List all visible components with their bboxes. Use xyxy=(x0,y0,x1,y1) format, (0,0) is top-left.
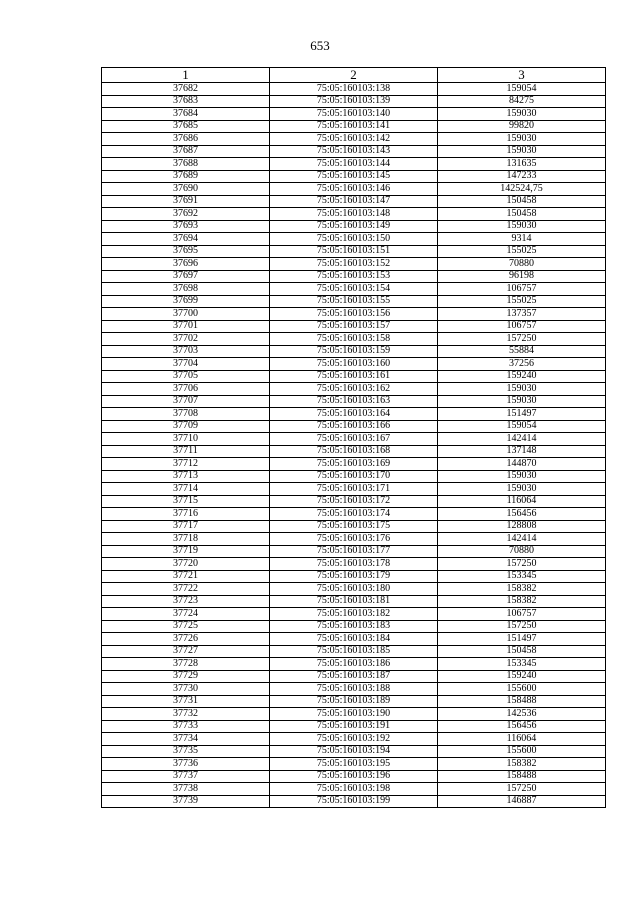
table-row xyxy=(102,370,606,383)
table-row xyxy=(102,333,606,346)
table-row xyxy=(102,358,606,371)
row-number-cell: 37715 xyxy=(102,495,270,508)
row-number-cell: 37717 xyxy=(102,520,270,533)
table-row xyxy=(102,433,606,446)
cadastral-number-cell: 75:05:160103:141 xyxy=(270,120,438,133)
cadastral-number-cell: 75:05:160103:179 xyxy=(270,570,438,583)
cadastral-number-cell: 75:05:160103:144 xyxy=(270,158,438,171)
table-row xyxy=(102,233,606,246)
table-row xyxy=(102,270,606,283)
cadastral-number-cell: 75:05:160103:172 xyxy=(270,495,438,508)
row-number-cell: 37737 xyxy=(102,770,270,783)
table-row xyxy=(102,308,606,321)
row-number-cell: 37732 xyxy=(102,708,270,721)
value-cell: 159054 xyxy=(438,420,606,433)
cadastral-number-cell: 75:05:160103:163 xyxy=(270,395,438,408)
cadastral-number-cell: 75:05:160103:159 xyxy=(270,345,438,358)
row-number-cell: 37733 xyxy=(102,720,270,733)
value-cell: 153345 xyxy=(438,570,606,583)
cadastral-number-cell: 75:05:160103:138 xyxy=(270,83,438,96)
table-row xyxy=(102,645,606,658)
cadastral-number-cell: 75:05:160103:164 xyxy=(270,408,438,421)
table-row xyxy=(102,108,606,121)
row-number-cell: 37694 xyxy=(102,233,270,246)
row-number-cell: 37713 xyxy=(102,470,270,483)
value-cell: 159054 xyxy=(438,83,606,96)
row-number-cell: 37735 xyxy=(102,745,270,758)
cadastral-number-cell: 75:05:160103:171 xyxy=(270,483,438,496)
cadastral-number-cell: 75:05:160103:174 xyxy=(270,508,438,521)
table-row xyxy=(102,620,606,633)
value-cell: 158382 xyxy=(438,758,606,771)
value-cell: 55884 xyxy=(438,345,606,358)
value-cell: 151497 xyxy=(438,408,606,421)
cadastral-number-cell: 75:05:160103:150 xyxy=(270,233,438,246)
cadastral-number-cell: 75:05:160103:191 xyxy=(270,720,438,733)
value-cell: 116064 xyxy=(438,495,606,508)
value-cell: 156456 xyxy=(438,720,606,733)
value-cell: 159030 xyxy=(438,470,606,483)
row-number-cell: 37688 xyxy=(102,158,270,171)
value-cell: 159240 xyxy=(438,370,606,383)
value-cell: 151497 xyxy=(438,633,606,646)
cadastral-number-cell: 75:05:160103:151 xyxy=(270,245,438,258)
table-row xyxy=(102,158,606,171)
column-header-2: 2 xyxy=(270,68,438,83)
row-number-cell: 37698 xyxy=(102,283,270,296)
cadastral-number-cell: 75:05:160103:169 xyxy=(270,458,438,471)
table-row xyxy=(102,395,606,408)
row-number-cell: 37723 xyxy=(102,595,270,608)
table-row xyxy=(102,758,606,771)
row-number-cell: 37738 xyxy=(102,783,270,796)
row-number-cell: 37685 xyxy=(102,120,270,133)
table-row xyxy=(102,783,606,796)
row-number-cell: 37700 xyxy=(102,308,270,321)
value-cell: 155025 xyxy=(438,245,606,258)
row-number-cell: 37709 xyxy=(102,420,270,433)
value-cell: 157250 xyxy=(438,333,606,346)
table-row xyxy=(102,770,606,783)
value-cell: 159030 xyxy=(438,108,606,121)
row-number-cell: 37696 xyxy=(102,258,270,271)
value-cell: 159030 xyxy=(438,220,606,233)
value-cell: 131635 xyxy=(438,158,606,171)
value-cell: 99820 xyxy=(438,120,606,133)
value-cell: 158488 xyxy=(438,695,606,708)
table-row xyxy=(102,670,606,683)
table-row xyxy=(102,695,606,708)
cadastral-number-cell: 75:05:160103:158 xyxy=(270,333,438,346)
value-cell: 106757 xyxy=(438,608,606,621)
cadastral-number-cell: 75:05:160103:178 xyxy=(270,558,438,571)
cadastral-number-cell: 75:05:160103:154 xyxy=(270,283,438,296)
table-row xyxy=(102,595,606,608)
row-number-cell: 37739 xyxy=(102,795,270,808)
cadastral-number-cell: 75:05:160103:182 xyxy=(270,608,438,621)
row-number-cell: 37726 xyxy=(102,633,270,646)
cadastral-number-cell: 75:05:160103:199 xyxy=(270,795,438,808)
cadastral-number-cell: 75:05:160103:167 xyxy=(270,433,438,446)
row-number-cell: 37705 xyxy=(102,370,270,383)
cadastral-number-cell: 75:05:160103:168 xyxy=(270,445,438,458)
table-row xyxy=(102,208,606,221)
table-row xyxy=(102,545,606,558)
row-number-cell: 37697 xyxy=(102,270,270,283)
row-number-cell: 37704 xyxy=(102,358,270,371)
cadastral-number-cell: 75:05:160103:160 xyxy=(270,358,438,371)
table-row xyxy=(102,558,606,571)
table-row xyxy=(102,345,606,358)
row-number-cell: 37730 xyxy=(102,683,270,696)
value-cell: 106757 xyxy=(438,283,606,296)
value-cell: 159030 xyxy=(438,395,606,408)
row-number-cell: 37731 xyxy=(102,695,270,708)
row-number-cell: 37684 xyxy=(102,108,270,121)
table-row xyxy=(102,520,606,533)
row-number-cell: 37708 xyxy=(102,408,270,421)
value-cell: 116064 xyxy=(438,733,606,746)
row-number-cell: 37711 xyxy=(102,445,270,458)
cadastral-number-cell: 75:05:160103:196 xyxy=(270,770,438,783)
table-row xyxy=(102,745,606,758)
row-number-cell: 37689 xyxy=(102,170,270,183)
cadastral-number-cell: 75:05:160103:143 xyxy=(270,145,438,158)
cadastral-number-cell: 75:05:160103:198 xyxy=(270,783,438,796)
table-row xyxy=(102,95,606,108)
row-number-cell: 37702 xyxy=(102,333,270,346)
value-cell: 146887 xyxy=(438,795,606,808)
cadastral-number-cell: 75:05:160103:180 xyxy=(270,583,438,596)
cadastral-number-cell: 75:05:160103:177 xyxy=(270,545,438,558)
cadastral-number-cell: 75:05:160103:184 xyxy=(270,633,438,646)
row-number-cell: 37729 xyxy=(102,670,270,683)
row-number-cell: 37706 xyxy=(102,383,270,396)
cadastral-number-cell: 75:05:160103:145 xyxy=(270,170,438,183)
cadastral-number-cell: 75:05:160103:166 xyxy=(270,420,438,433)
value-cell: 70880 xyxy=(438,545,606,558)
row-number-cell: 37716 xyxy=(102,508,270,521)
row-number-cell: 37687 xyxy=(102,145,270,158)
row-number-cell: 37691 xyxy=(102,195,270,208)
row-number-cell: 37725 xyxy=(102,620,270,633)
value-cell: 142414 xyxy=(438,433,606,446)
row-number-cell: 37703 xyxy=(102,345,270,358)
table-row xyxy=(102,283,606,296)
value-cell: 96198 xyxy=(438,270,606,283)
table-row xyxy=(102,220,606,233)
value-cell: 155600 xyxy=(438,683,606,696)
column-header-3: 3 xyxy=(438,68,606,83)
table-row xyxy=(102,445,606,458)
table-body xyxy=(102,83,606,808)
cadastral-number-cell: 75:05:160103:157 xyxy=(270,320,438,333)
cadastral-number-cell: 75:05:160103:153 xyxy=(270,270,438,283)
cadastral-number-cell: 75:05:160103:195 xyxy=(270,758,438,771)
page-number: 653 xyxy=(310,38,330,53)
table-row xyxy=(102,508,606,521)
cadastral-number-cell: 75:05:160103:152 xyxy=(270,258,438,271)
table-row xyxy=(102,170,606,183)
row-number-cell: 37682 xyxy=(102,83,270,96)
value-cell: 158382 xyxy=(438,595,606,608)
value-cell: 142414 xyxy=(438,533,606,546)
row-number-cell: 37721 xyxy=(102,570,270,583)
table-row xyxy=(102,483,606,496)
table-row xyxy=(102,295,606,308)
table-row xyxy=(102,458,606,471)
column-header-1: 1 xyxy=(102,68,270,83)
row-number-cell: 37699 xyxy=(102,295,270,308)
table-row xyxy=(102,120,606,133)
value-cell: 150458 xyxy=(438,645,606,658)
value-cell: 153345 xyxy=(438,658,606,671)
table-row xyxy=(102,383,606,396)
row-number-cell: 37734 xyxy=(102,733,270,746)
cadastral-number-cell: 75:05:160103:140 xyxy=(270,108,438,121)
row-number-cell: 37695 xyxy=(102,245,270,258)
cadastral-number-cell: 75:05:160103:188 xyxy=(270,683,438,696)
value-cell: 157250 xyxy=(438,558,606,571)
value-cell: 155025 xyxy=(438,295,606,308)
cadastral-number-cell: 75:05:160103:139 xyxy=(270,95,438,108)
cadastral-number-cell: 75:05:160103:149 xyxy=(270,220,438,233)
table-row xyxy=(102,495,606,508)
table-row xyxy=(102,420,606,433)
value-cell: 159240 xyxy=(438,670,606,683)
cadastral-number-cell: 75:05:160103:148 xyxy=(270,208,438,221)
value-cell: 159030 xyxy=(438,133,606,146)
table-row xyxy=(102,795,606,808)
value-cell: 142536 xyxy=(438,708,606,721)
table-row xyxy=(102,320,606,333)
row-number-cell: 37692 xyxy=(102,208,270,221)
cadastral-number-cell: 75:05:160103:176 xyxy=(270,533,438,546)
cadastral-number-cell: 75:05:160103:170 xyxy=(270,470,438,483)
row-number-cell: 37720 xyxy=(102,558,270,571)
table-row xyxy=(102,633,606,646)
value-cell: 155600 xyxy=(438,745,606,758)
value-cell: 142524,75 xyxy=(438,183,606,196)
row-number-cell: 37712 xyxy=(102,458,270,471)
value-cell: 150458 xyxy=(438,195,606,208)
cadastral-number-cell: 75:05:160103:186 xyxy=(270,658,438,671)
table-row xyxy=(102,733,606,746)
table-row xyxy=(102,195,606,208)
value-cell: 137357 xyxy=(438,308,606,321)
value-cell: 9314 xyxy=(438,233,606,246)
value-cell: 159030 xyxy=(438,145,606,158)
row-number-cell: 37722 xyxy=(102,583,270,596)
row-number-cell: 37686 xyxy=(102,133,270,146)
table-row xyxy=(102,608,606,621)
row-number-cell: 37727 xyxy=(102,645,270,658)
row-number-cell: 37701 xyxy=(102,320,270,333)
row-number-cell: 37707 xyxy=(102,395,270,408)
value-cell: 147233 xyxy=(438,170,606,183)
value-cell: 137148 xyxy=(438,445,606,458)
table-row xyxy=(102,258,606,271)
value-cell: 157250 xyxy=(438,783,606,796)
table-row xyxy=(102,145,606,158)
table-row xyxy=(102,183,606,196)
cadastral-number-cell: 75:05:160103:175 xyxy=(270,520,438,533)
row-number-cell: 37719 xyxy=(102,545,270,558)
value-cell: 128808 xyxy=(438,520,606,533)
table-row xyxy=(102,720,606,733)
row-number-cell: 37718 xyxy=(102,533,270,546)
value-cell: 84275 xyxy=(438,95,606,108)
cadastral-number-cell: 75:05:160103:161 xyxy=(270,370,438,383)
value-cell: 157250 xyxy=(438,620,606,633)
cadastral-number-cell: 75:05:160103:156 xyxy=(270,308,438,321)
table-row xyxy=(102,83,606,96)
value-cell: 158382 xyxy=(438,583,606,596)
row-number-cell: 37736 xyxy=(102,758,270,771)
cadastral-number-cell: 75:05:160103:181 xyxy=(270,595,438,608)
table-header-row xyxy=(102,68,606,83)
cadastral-number-cell: 75:05:160103:192 xyxy=(270,733,438,746)
value-cell: 106757 xyxy=(438,320,606,333)
row-number-cell: 37690 xyxy=(102,183,270,196)
cadastral-number-cell: 75:05:160103:187 xyxy=(270,670,438,683)
row-number-cell: 37724 xyxy=(102,608,270,621)
table-row xyxy=(102,708,606,721)
cadastral-number-cell: 75:05:160103:162 xyxy=(270,383,438,396)
table-row xyxy=(102,408,606,421)
table-row xyxy=(102,470,606,483)
row-number-cell: 37710 xyxy=(102,433,270,446)
value-cell: 159030 xyxy=(438,383,606,396)
row-number-cell: 37714 xyxy=(102,483,270,496)
table-row xyxy=(102,683,606,696)
cadastral-number-cell: 75:05:160103:190 xyxy=(270,708,438,721)
value-cell: 144870 xyxy=(438,458,606,471)
cadastral-number-cell: 75:05:160103:183 xyxy=(270,620,438,633)
row-number-cell: 37693 xyxy=(102,220,270,233)
cadastral-number-cell: 75:05:160103:142 xyxy=(270,133,438,146)
value-cell: 158488 xyxy=(438,770,606,783)
cadastral-number-cell: 75:05:160103:155 xyxy=(270,295,438,308)
table-row xyxy=(102,570,606,583)
table-row xyxy=(102,658,606,671)
row-number-cell: 37683 xyxy=(102,95,270,108)
table-row xyxy=(102,245,606,258)
cadastral-number-cell: 75:05:160103:194 xyxy=(270,745,438,758)
value-cell: 150458 xyxy=(438,208,606,221)
cadastral-number-cell: 75:05:160103:189 xyxy=(270,695,438,708)
value-cell: 156456 xyxy=(438,508,606,521)
cadastral-number-cell: 75:05:160103:146 xyxy=(270,183,438,196)
cadastral-number-cell: 75:05:160103:147 xyxy=(270,195,438,208)
row-number-cell: 37728 xyxy=(102,658,270,671)
value-cell: 159030 xyxy=(438,483,606,496)
value-cell: 37256 xyxy=(438,358,606,371)
data-table xyxy=(101,67,606,808)
table-row xyxy=(102,133,606,146)
value-cell: 70880 xyxy=(438,258,606,271)
table-row xyxy=(102,533,606,546)
table-row xyxy=(102,583,606,596)
cadastral-number-cell: 75:05:160103:185 xyxy=(270,645,438,658)
